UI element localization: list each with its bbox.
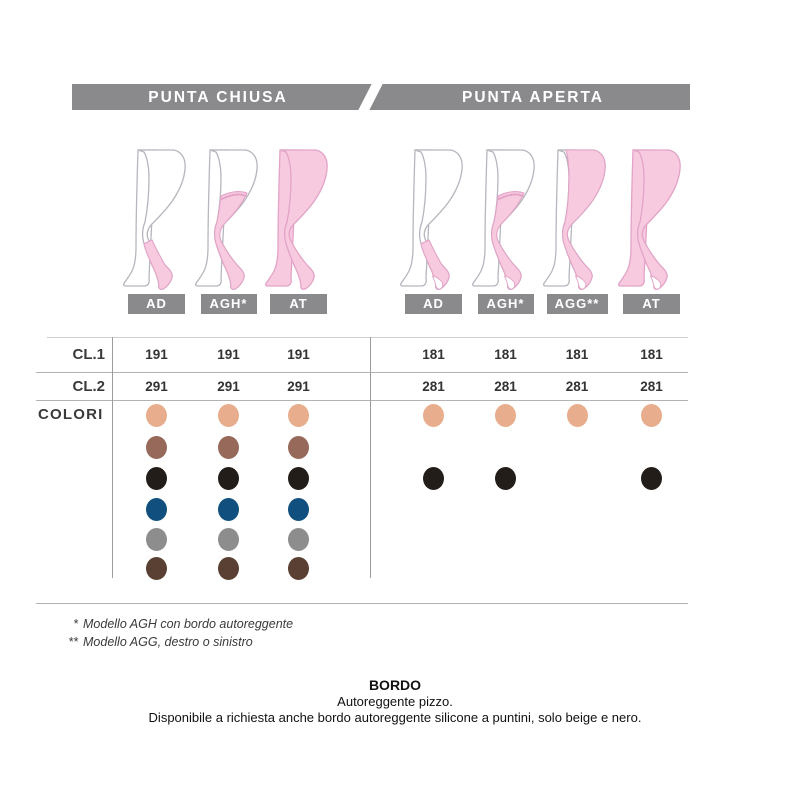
row-label-cl2: CL.2 <box>72 378 105 395</box>
color-dot-beige <box>495 404 516 427</box>
color-dot-black <box>218 467 239 490</box>
bordo-line2: Disponibile a richiesta anche bordo autoreggente silicone a puntini, solo beige e nero. <box>148 710 642 725</box>
value-cl1-at: 191 <box>287 347 310 362</box>
color-dot-gray <box>218 528 239 551</box>
color-dot-black <box>495 467 516 490</box>
value-cl2-agg: 281 <box>565 379 589 394</box>
header-punta-aperta: PUNTA APERTA <box>462 89 604 106</box>
footnote-agh <box>60 615 293 633</box>
color-dot-dark-brown <box>218 557 239 580</box>
color-dot-beige <box>423 404 444 427</box>
value-cl1-at: 181 <box>640 347 663 362</box>
value-cl1-agh: 191 <box>217 347 240 362</box>
model-label-agh-punta-aperta: AGH* <box>478 294 534 314</box>
leg-figure-agh-closed-toe <box>194 147 264 292</box>
color-dot-beige <box>288 404 309 427</box>
color-dot-navy-blue <box>218 498 239 521</box>
model-label-ad-punta-chiusa: AD <box>128 294 185 314</box>
color-dot-black <box>146 467 167 490</box>
value-cl2-at: 281 <box>640 379 663 394</box>
value-cl1-ad: 181 <box>422 347 445 362</box>
color-dot-dark-brown <box>146 557 167 580</box>
value-cl2-ad: 291 <box>145 379 168 394</box>
footnotes <box>60 615 293 651</box>
table-vertical-rule-labels <box>112 337 113 578</box>
table-top-rule <box>47 337 688 338</box>
value-cl1-ad: 191 <box>145 347 168 362</box>
bordo-title: BORDO <box>368 677 422 693</box>
footnote-agg-marker: ** <box>68 635 78 649</box>
value-cl1-agh: 181 <box>494 347 517 362</box>
color-dot-brown <box>146 436 167 459</box>
color-dot-beige <box>218 404 239 427</box>
value-cl2-ad: 281 <box>422 379 445 394</box>
model-label-agg-punta-aperta: AGG** <box>547 294 608 314</box>
color-dot-beige <box>146 404 167 427</box>
color-dot-beige <box>567 404 588 427</box>
bordo-line1: Autoreggente pizzo. <box>337 694 453 709</box>
footnote-agg <box>60 633 293 651</box>
header-punta-chiusa: PUNTA CHIUSA <box>148 89 288 106</box>
leg-figure-at-open-toe <box>617 147 687 292</box>
value-cl2-agh: 281 <box>494 379 517 394</box>
color-dot-black <box>288 467 309 490</box>
color-dot-gray <box>146 528 167 551</box>
footnote-agg-text: Modello AGG, destro o sinistro <box>83 635 253 649</box>
value-cl2-agh: 291 <box>217 379 240 394</box>
color-dot-black <box>641 467 662 490</box>
color-dot-brown <box>218 436 239 459</box>
leg-figure-at-closed-toe <box>264 147 334 292</box>
color-dot-black <box>423 467 444 490</box>
footnote-agh-text: Modello AGH con bordo autoreggente <box>83 617 294 631</box>
row-label-cl1: CL.1 <box>72 346 105 363</box>
model-label-at-punta-aperta: AT <box>623 294 680 314</box>
table-rule-cl1-cl2 <box>36 372 688 373</box>
color-dot-beige <box>641 404 662 427</box>
toe-type-header-bar <box>72 84 690 110</box>
value-cl2-at: 291 <box>287 379 310 394</box>
leg-figure-ad-open-toe <box>399 147 469 292</box>
model-label-agh-punta-chiusa: AGH* <box>201 294 257 314</box>
leg-figure-agh-open-toe <box>471 147 541 292</box>
model-label-ad-punta-aperta: AD <box>405 294 462 314</box>
leg-figure-agg-open-toe <box>542 147 612 292</box>
bordo-section <box>90 677 700 726</box>
footnote-agh-marker: * <box>73 617 78 631</box>
leg-figure-ad-closed-toe <box>122 147 192 292</box>
table-bottom-rule <box>36 603 688 604</box>
color-dot-navy-blue <box>288 498 309 521</box>
color-dot-dark-brown <box>288 557 309 580</box>
table-rule-cl2-colori <box>36 400 688 401</box>
table-vertical-rule-groups <box>370 337 371 578</box>
color-dot-navy-blue <box>146 498 167 521</box>
color-dot-brown <box>288 436 309 459</box>
row-label-colori: COLORI <box>38 406 104 423</box>
color-dot-gray <box>288 528 309 551</box>
model-label-at-punta-chiusa: AT <box>270 294 327 314</box>
value-cl1-agg: 181 <box>565 347 589 362</box>
